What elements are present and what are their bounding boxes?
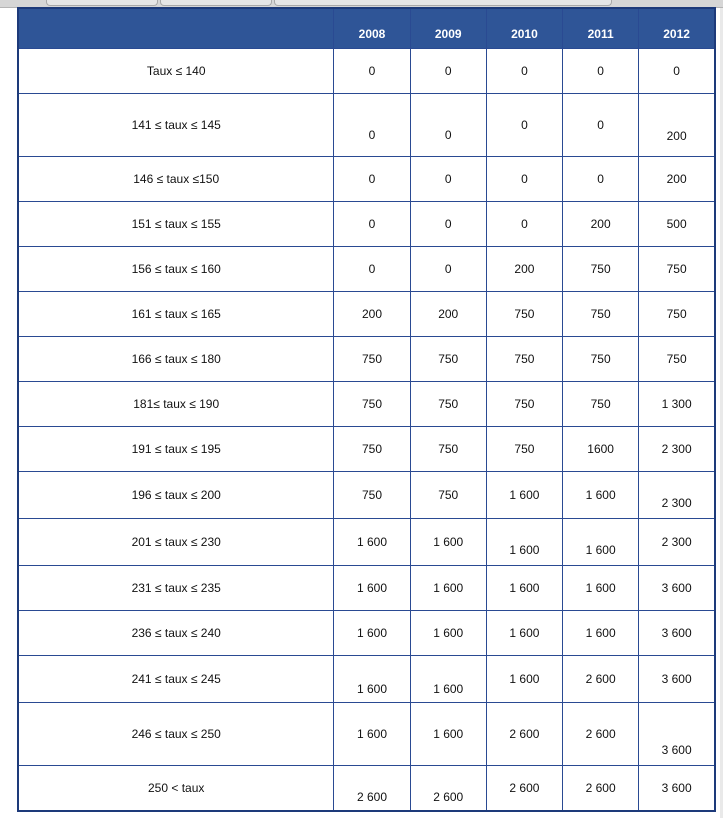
table-cell: 750	[639, 336, 715, 381]
table-cell: 2 600	[563, 702, 639, 765]
table-cell: 2 600	[410, 765, 486, 811]
row-label: 246 ≤ taux ≤ 250	[18, 702, 334, 765]
table-cell: 2 600	[563, 655, 639, 702]
table-cell: 750	[486, 426, 562, 471]
row-label: 241 ≤ taux ≤ 245	[18, 655, 334, 702]
row-label: 166 ≤ taux ≤ 180	[18, 336, 334, 381]
browser-tab[interactable]	[274, 0, 612, 6]
table-cell: 1 600	[486, 471, 562, 518]
table-cell: 1 600	[410, 702, 486, 765]
row-label: 141 ≤ taux ≤ 145	[18, 93, 334, 156]
table-cell: 0	[410, 48, 486, 93]
table-cell: 0	[563, 156, 639, 201]
row-label: 201 ≤ taux ≤ 230	[18, 518, 334, 565]
table-cell: 1 600	[486, 610, 562, 655]
table-cell: 200	[486, 246, 562, 291]
table-cell: 0	[410, 93, 486, 156]
table-cell: 3 600	[639, 655, 715, 702]
table-cell: 0	[410, 201, 486, 246]
table-cell: 1 600	[563, 518, 639, 565]
table-row	[18, 765, 715, 811]
table-cell: 750	[639, 246, 715, 291]
table-cell: 750	[334, 426, 410, 471]
table-cell: 0	[334, 201, 410, 246]
table-cell: 0	[486, 48, 562, 93]
table-cell: 2 600	[334, 765, 410, 811]
table-cell: 2 600	[486, 702, 562, 765]
table-row	[18, 156, 715, 201]
row-label: 191 ≤ taux ≤ 195	[18, 426, 334, 471]
row-label: 250 < taux	[18, 765, 334, 811]
table-cell: 1 600	[334, 610, 410, 655]
rate-table	[17, 7, 716, 812]
table-cell: 2 300	[639, 426, 715, 471]
table-cell: 0	[486, 201, 562, 246]
table-cell: 1 600	[563, 471, 639, 518]
table-cell: 750	[334, 471, 410, 518]
header-cell-year: 2008	[334, 8, 410, 48]
table-cell: 0	[563, 48, 639, 93]
table-row	[18, 702, 715, 765]
browser-tab[interactable]	[46, 0, 158, 6]
table-row	[18, 381, 715, 426]
table-cell: 750	[486, 381, 562, 426]
table-row	[18, 201, 715, 246]
table-row	[18, 471, 715, 518]
table-row	[18, 426, 715, 471]
header-cell-year: 2011	[563, 8, 639, 48]
table-row	[18, 655, 715, 702]
table-cell: 1 300	[639, 381, 715, 426]
table-cell: 3 600	[639, 565, 715, 610]
table-cell: 1 600	[486, 565, 562, 610]
table-row	[18, 246, 715, 291]
table-row	[18, 48, 715, 93]
table-cell: 0	[334, 246, 410, 291]
row-label: 231 ≤ taux ≤ 235	[18, 565, 334, 610]
table-cell: 750	[486, 336, 562, 381]
table-row	[18, 336, 715, 381]
header-cell-year: 2012	[639, 8, 715, 48]
table-cell: 0	[410, 156, 486, 201]
table-cell: 0	[334, 93, 410, 156]
table-cell: 1 600	[334, 702, 410, 765]
table-cell: 750	[410, 471, 486, 518]
table-row	[18, 93, 715, 156]
table-cell: 200	[334, 291, 410, 336]
row-label: 236 ≤ taux ≤ 240	[18, 610, 334, 655]
table-cell: 0	[486, 156, 562, 201]
header-cell-label	[18, 8, 334, 48]
table-row	[18, 610, 715, 655]
header-cell-year: 2010	[486, 8, 562, 48]
table-cell: 1 600	[334, 655, 410, 702]
table-cell: 0	[334, 48, 410, 93]
table-cell: 750	[563, 291, 639, 336]
table-cell: 750	[410, 381, 486, 426]
table-cell: 200	[639, 156, 715, 201]
row-label: 196 ≤ taux ≤ 200	[18, 471, 334, 518]
table-cell: 750	[563, 246, 639, 291]
table-cell: 1 600	[563, 610, 639, 655]
row-label: 151 ≤ taux ≤ 155	[18, 201, 334, 246]
table-cell: 1600	[563, 426, 639, 471]
table-cell: 200	[563, 201, 639, 246]
table-row	[18, 518, 715, 565]
table-cell: 1 600	[334, 518, 410, 565]
header-cell-year: 2009	[410, 8, 486, 48]
row-label: 156 ≤ taux ≤ 160	[18, 246, 334, 291]
table-cell: 750	[410, 336, 486, 381]
table-cell: 1 600	[334, 565, 410, 610]
table-cell: 500	[639, 201, 715, 246]
table-cell: 1 600	[486, 518, 562, 565]
table-cell: 200	[639, 93, 715, 156]
table-cell: 750	[563, 336, 639, 381]
table-cell: 1 600	[410, 518, 486, 565]
table-cell: 3 600	[639, 702, 715, 765]
browser-tab[interactable]	[160, 0, 272, 6]
table-cell: 200	[410, 291, 486, 336]
table-row	[18, 291, 715, 336]
table-row	[18, 565, 715, 610]
table-cell: 0	[410, 246, 486, 291]
table-cell: 1 600	[486, 655, 562, 702]
table-cell: 750	[334, 381, 410, 426]
table-cell: 2 600	[486, 765, 562, 811]
table-cell: 2 600	[563, 765, 639, 811]
row-label: 146 ≤ taux ≤150	[18, 156, 334, 201]
table-cell: 1 600	[563, 565, 639, 610]
table-cell: 3 600	[639, 610, 715, 655]
table-cell: 2 300	[639, 518, 715, 565]
table-cell: 3 600	[639, 765, 715, 811]
table-cell: 750	[563, 381, 639, 426]
table-cell: 0	[486, 93, 562, 156]
table-cell: 1 600	[410, 565, 486, 610]
table-cell: 750	[486, 291, 562, 336]
row-label: Taux ≤ 140	[18, 48, 334, 93]
table-cell: 1 600	[410, 655, 486, 702]
table-cell: 0	[563, 93, 639, 156]
table-cell: 2 300	[639, 471, 715, 518]
table-cell: 1 600	[410, 610, 486, 655]
table-cell: 750	[334, 336, 410, 381]
table-cell: 0	[639, 48, 715, 93]
row-label: 181≤ taux ≤ 190	[18, 381, 334, 426]
row-label: 161 ≤ taux ≤ 165	[18, 291, 334, 336]
table-header-row	[18, 8, 715, 48]
table-cell: 0	[334, 156, 410, 201]
table-cell: 750	[410, 426, 486, 471]
table-cell: 750	[639, 291, 715, 336]
